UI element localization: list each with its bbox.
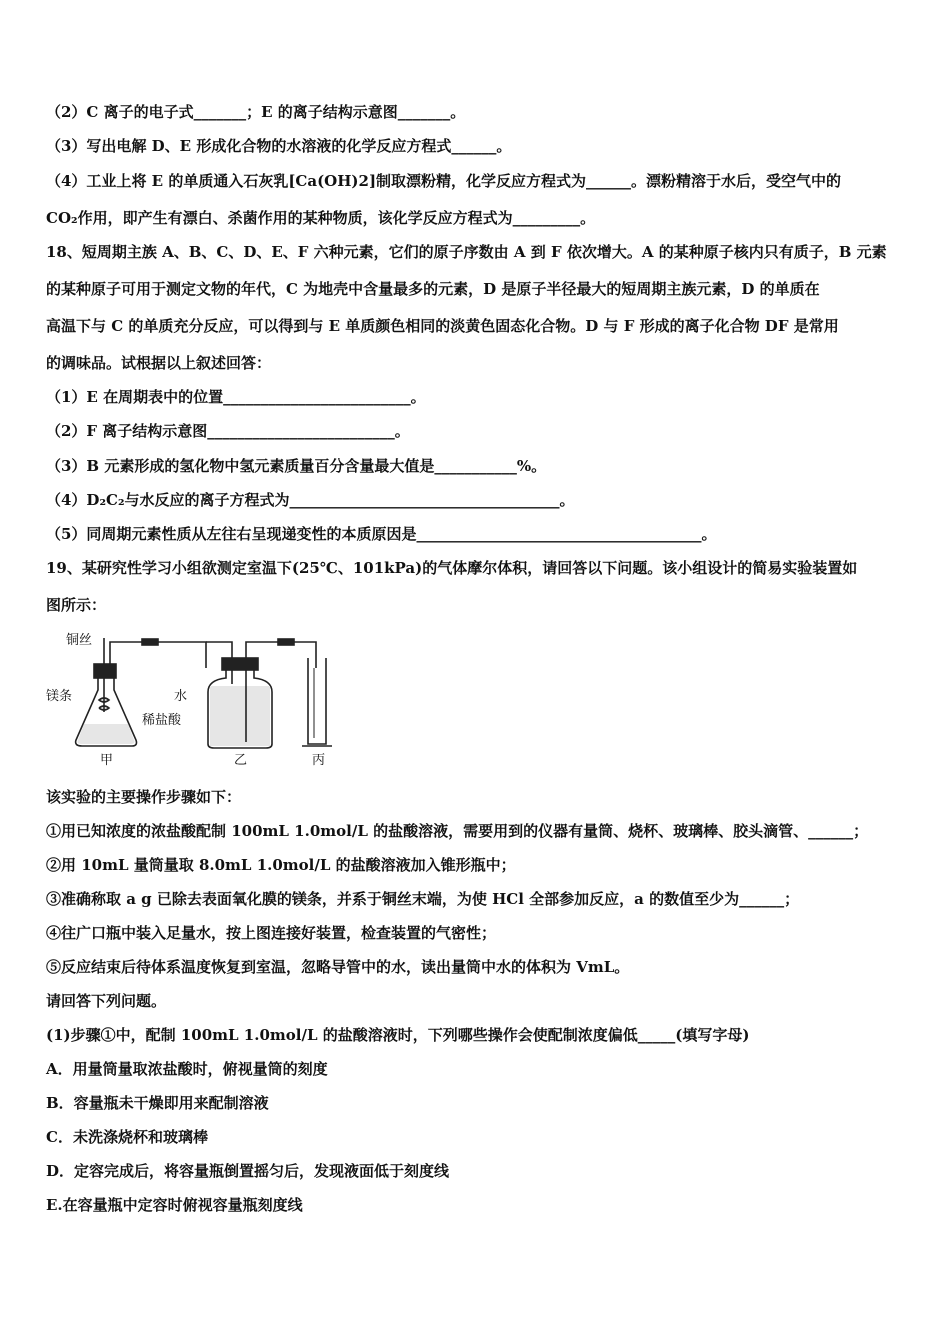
connecting-tube-1b	[206, 642, 232, 658]
question-18-part-3: （3）B 元素形成的氢化物中氢元素质量百分含量最大值是___________%。	[46, 457, 547, 475]
bottle-stopper	[222, 658, 258, 670]
cylinder-bing	[302, 658, 332, 746]
tube-joint-1	[142, 639, 158, 645]
question-18-stem-3: 高温下与 C 的单质充分反应，可以得到与 E 单质颜色相同的淡黄色固态化合物。D 与 F 形成的离子化合物 DF 是常用	[46, 317, 839, 335]
connecting-tube-1	[110, 642, 206, 668]
label-jia: 甲	[100, 753, 114, 768]
label-copper-wire: 铜丝	[66, 633, 93, 648]
label-bing: 丙	[312, 753, 326, 768]
label-water: 水	[174, 689, 188, 704]
question-19-stem-2: 图所示：	[46, 596, 107, 614]
measuring-cylinder	[308, 658, 326, 744]
label-yi: 乙	[234, 753, 248, 768]
flask-stopper	[94, 664, 116, 678]
option-a: A．用量筒量取浓盐酸时，俯视量筒的刻度	[46, 1060, 328, 1078]
question-18-stem: 18、短周期主族 A、B、C、D、E、F 六种元素，它们的原子序数由 A 到 F 依次增大。A 的某种原子核内只有质子，B 元素	[46, 243, 887, 261]
label-magnesium: 镁条	[46, 689, 73, 704]
question-18-stem-2: 的某种原子可用于测定文物的年代，C 为地壳中含量最多的元素，D 是原子半径最大的短周期主族元素，D 的单质在	[46, 280, 820, 298]
bottle-water	[210, 686, 270, 746]
question-17-part-3: （3）写出电解 D、E 形成化合物的水溶液的化学反应方程式______。	[46, 137, 512, 155]
tube-joint-2	[278, 639, 294, 645]
question-17-part-4-cont: CO₂作用，即产生有漂白、杀菌作用的某种物质，该化学反应方程式为_________。	[46, 209, 596, 227]
procedure-step-3: ③准确称取 a g 已除去表面氧化膜的镁条，并系于铜丝末端，为使 HCl 全部参加反应，a 的数值至少为______；	[46, 890, 800, 908]
experiment-apparatus-figure	[46, 628, 346, 768]
question-18-part-4: （4）D₂C₂与水反应的离子方程式为____________________________________。	[46, 491, 575, 509]
option-b: B．容量瓶未干燥即用来配制溶液	[46, 1094, 269, 1112]
answer-prompt: 请回答下列问题。	[46, 992, 167, 1010]
procedure-heading: 该实验的主要操作步骤如下：	[46, 788, 242, 806]
procedure-step-2: ②用 10mL 量筒量取 8.0mL 1.0mol/L 的盐酸溶液加入锥形瓶中；	[46, 856, 516, 874]
label-dilute-acid: 稀盐酸	[142, 713, 182, 728]
question-18-part-1: （1）E 在周期表中的位置_________________________。	[46, 388, 426, 406]
question-18-stem-4: 的调味品。试根据以上叙述回答：	[46, 354, 272, 372]
question-18-part-5: （5）同周期元素性质从左往右呈现递变性的本质原因是______________________________________。	[46, 525, 717, 543]
bottle-yi	[206, 639, 316, 748]
procedure-step-4: ④往广口瓶中装入足量水，按上图连接好装置，检查装置的气密性；	[46, 924, 497, 942]
procedure-step-5: ⑤反应结束后待体系温度恢复到室温，忽略导管中的水，读出量筒中水的体积为 VmL。	[46, 958, 630, 976]
sub-question-1: (1)步骤①中，配制 100mL 1.0mol/L 的盐酸溶液时，下列哪些操作会使配制浓度偏低_____(填写字母)	[46, 1026, 750, 1044]
question-17-part-2: （2）C 离子的电子式_______；E 的离子结构示意图_______。	[46, 103, 466, 121]
option-c: C．未洗涤烧杯和玻璃棒	[46, 1128, 208, 1146]
question-17-part-4: （4）工业上将 E 的单质通入石灰乳[Ca(OH)2]制取漂粉精，化学反应方程式为______。漂粉精溶于水后，受空气中的	[46, 172, 842, 190]
option-e: E.在容量瓶中定容时俯视容量瓶刻度线	[46, 1196, 303, 1214]
question-18-part-2: （2）F 离子结构示意图_________________________。	[46, 422, 410, 440]
option-d: D．定容完成后，将容量瓶倒置摇匀后，发现液面低于刻度线	[46, 1162, 450, 1180]
question-19-stem: 19、某研究性学习小组欲测定室温下(25℃、101kPa)的气体摩尔体积，请回答以下问题。该小组设计的简易实验装置如	[46, 559, 858, 577]
procedure-step-1: ①用已知浓度的浓盐酸配制 100mL 1.0mol/L 的盐酸溶液，需要用到的仪器有量筒、烧杯、玻璃棒、胶头滴管、______；	[46, 822, 869, 840]
dilute-acid-liquid	[78, 724, 135, 744]
